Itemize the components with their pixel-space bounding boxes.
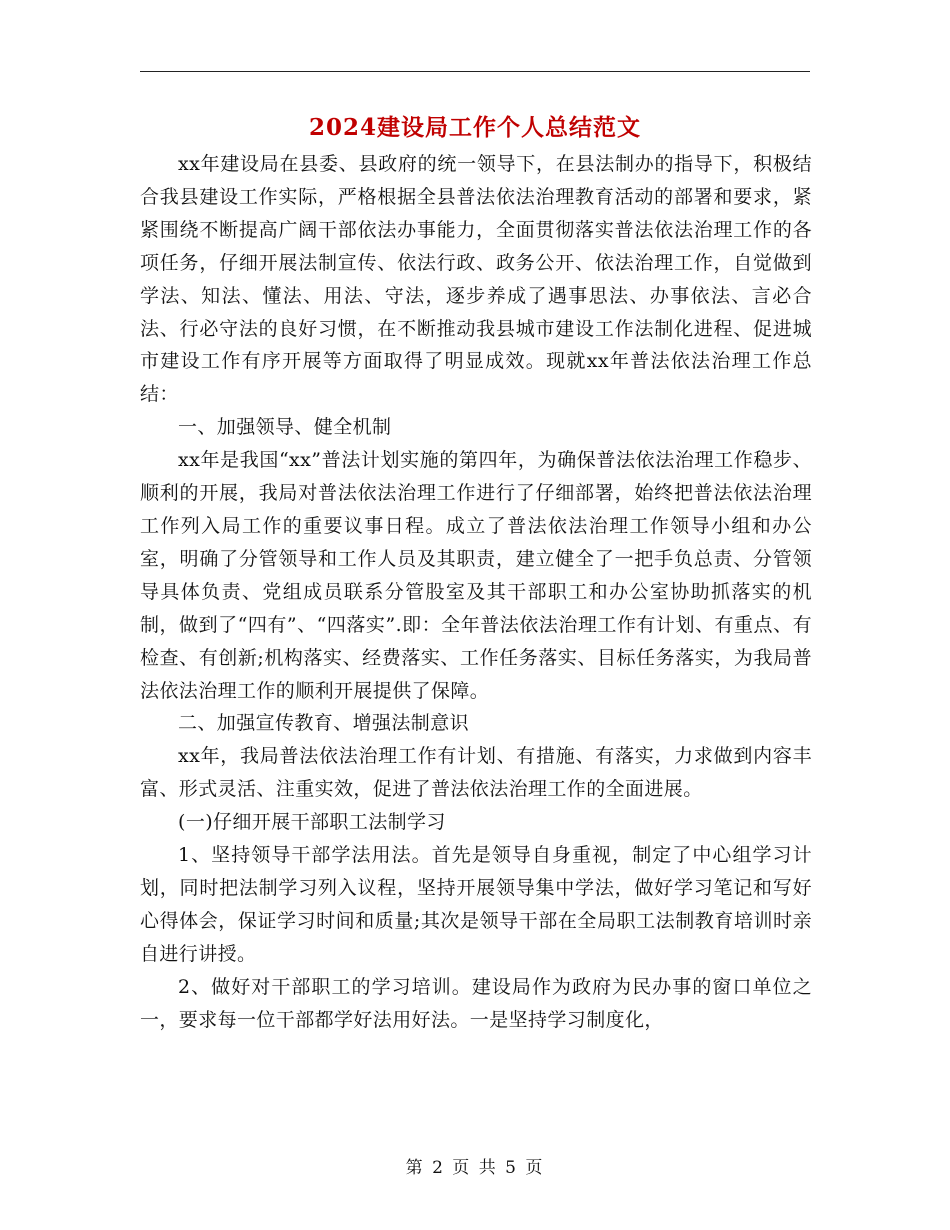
paragraph-section-2: xx年，我局普法依法治理工作有计划、有措施、有落实，力求做到内容丰富、形式灵活、注重实效，促进了普法依法治理工作的全面进展。 xyxy=(140,745,812,801)
paragraph-item-1: 1、坚持领导干部学法用法。首先是领导自身重视，制定了中心组学习计划，同时把法制学习列入议程，坚持开展领导集中学法，做好学习笔记和写好心得体会，保证学习时间和质量;其次是领导干部在全局职工法制教育培训时亲自进行讲授。 xyxy=(140,844,812,965)
subsection-heading-1: (一)仔细开展干部职工法制学习 xyxy=(178,811,446,834)
page-number: 第 2 页 共 5 页 xyxy=(405,1158,545,1178)
paragraph-intro: xx年建设局在县委、县政府的统一领导下，在县法制办的指导下，积极结合我县建设工作实际，严格根据全县普法依法治理教育活动的部署和要求，紧紧围绕不断提高广阔干部依法办事能力，全面贯彻落实普法依法治理工作的各项任务，仔细开展法制宣传、依法行政、政务公开、依法治理工作，自觉做到学法、知法、懂法、用法、守法，逐步养成了遇事思法、办事依法、言必合法、行必守法的良好习惯，在不断推动我县城市建设工作法制化进程、促进城市建设工作有序开展等方面取得了明显成效。现就xx年普法依法治理工作总结： xyxy=(140,153,812,406)
section-heading-1: 一、加强领导、健全机制 xyxy=(178,416,392,439)
header-rule xyxy=(140,71,810,72)
document-title: 2024建设局工作个人总结范文 xyxy=(308,114,641,141)
document-body xyxy=(140,148,812,1036)
paragraph-section-1: xx年是我国“xx”普法计划实施的第四年，为确保普法依法治理工作稳步、顺利的开展，我局对普法依法治理工作进行了仔细部署，始终把普法依法治理工作列入局工作的重要议事日程。成立了普法依法治理工作领导小组和办公室，明确了分管领导和工作人员及其职责，建立健全了一把手负总责、分管领导具体负责、党组成员联系分管股室及其干部职工和办公室协助抓落实的机制，做到了“四有”、“四落实”.即：全年普法依法治理工作有计划、有重点、有检查、有创新;机构落实、经费落实、工作任务落实、目标任务落实，为我局普法依法治理工作的顺利开展提供了保障。 xyxy=(140,449,812,702)
section-heading-2: 二、加强宣传教育、增强法制意识 xyxy=(178,712,470,735)
paragraph-item-2: 2、做好对干部职工的学习培训。建设局作为政府为民办事的窗口单位之一，要求每一位干部都学好法用好法。一是坚持学习制度化， xyxy=(140,975,812,1031)
